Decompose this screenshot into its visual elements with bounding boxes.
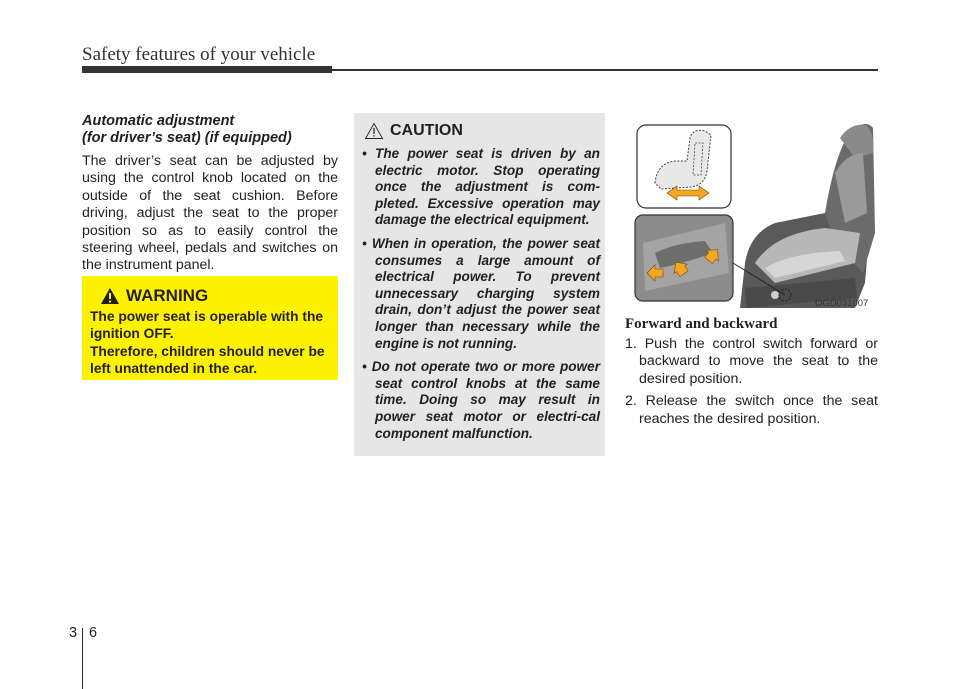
right-column — [625, 316, 878, 433]
subsection-heading: Forward and backward — [625, 316, 778, 332]
subheading-line-1: Automatic adjustment — [82, 113, 235, 129]
left-column — [82, 113, 338, 275]
warning-text-2: Therefore, children should never be left unattended in the car. — [90, 344, 325, 376]
warning-triangle-icon — [100, 287, 120, 305]
caution-header — [364, 122, 463, 140]
caution-triangle-icon — [364, 122, 384, 140]
caution-item: • Do not operate two or more power seat control knobs at the same time. Doing so may result in power seat motor or electri-cal component malfunction. — [362, 359, 600, 441]
caution-list — [362, 146, 600, 449]
switch-diagram-inset — [637, 125, 731, 208]
step-item-2: 2. Release the switch once the seat reaches the desired position. — [625, 393, 878, 427]
subheading-line-2: (for driver’s seat) (if equipped) — [82, 130, 292, 146]
warning-title: WARNING — [126, 286, 209, 305]
step-item-1: 1. Push the control switch forward or backward to move the seat to the desired position. — [625, 336, 878, 387]
caution-item: • The power seat is driven by an electric motor. Stop operating once the adjustment is com-pleted. Excessive operation may damage the electrical equipment. — [362, 146, 600, 228]
caution-box — [354, 113, 605, 456]
footer-divider — [82, 628, 83, 689]
page-number: 6 — [89, 625, 98, 641]
section-subheading — [82, 113, 338, 147]
header-rule — [82, 69, 878, 71]
caution-title: CAUTION — [390, 122, 463, 139]
warning-header — [100, 286, 208, 306]
chapter-number: 3 — [69, 625, 78, 641]
warning-box — [82, 276, 338, 380]
body-paragraph: The driver’s seat can be adjusted by using the control knob located on the outside of the seat cushion. Before driving, adjust the seat to the proper position so as to easily control the steering wheel, pedals and switches on the instrument panel. — [82, 153, 338, 274]
control-knob-inset — [635, 215, 733, 301]
power-seat-figure — [625, 113, 878, 311]
figure-code: OGD031007 — [815, 298, 869, 309]
warning-text-1: The power seat is operable with the ignition OFF. — [90, 309, 324, 341]
caution-item: • When in operation, the power seat consumes a large amount of electrical power. To prevent unnecessary charging system drain, don’t adjust the power seat longer than necessary while the engine is not running. — [362, 235, 600, 351]
page-header-title: Safety features of your vehicle — [82, 44, 316, 65]
